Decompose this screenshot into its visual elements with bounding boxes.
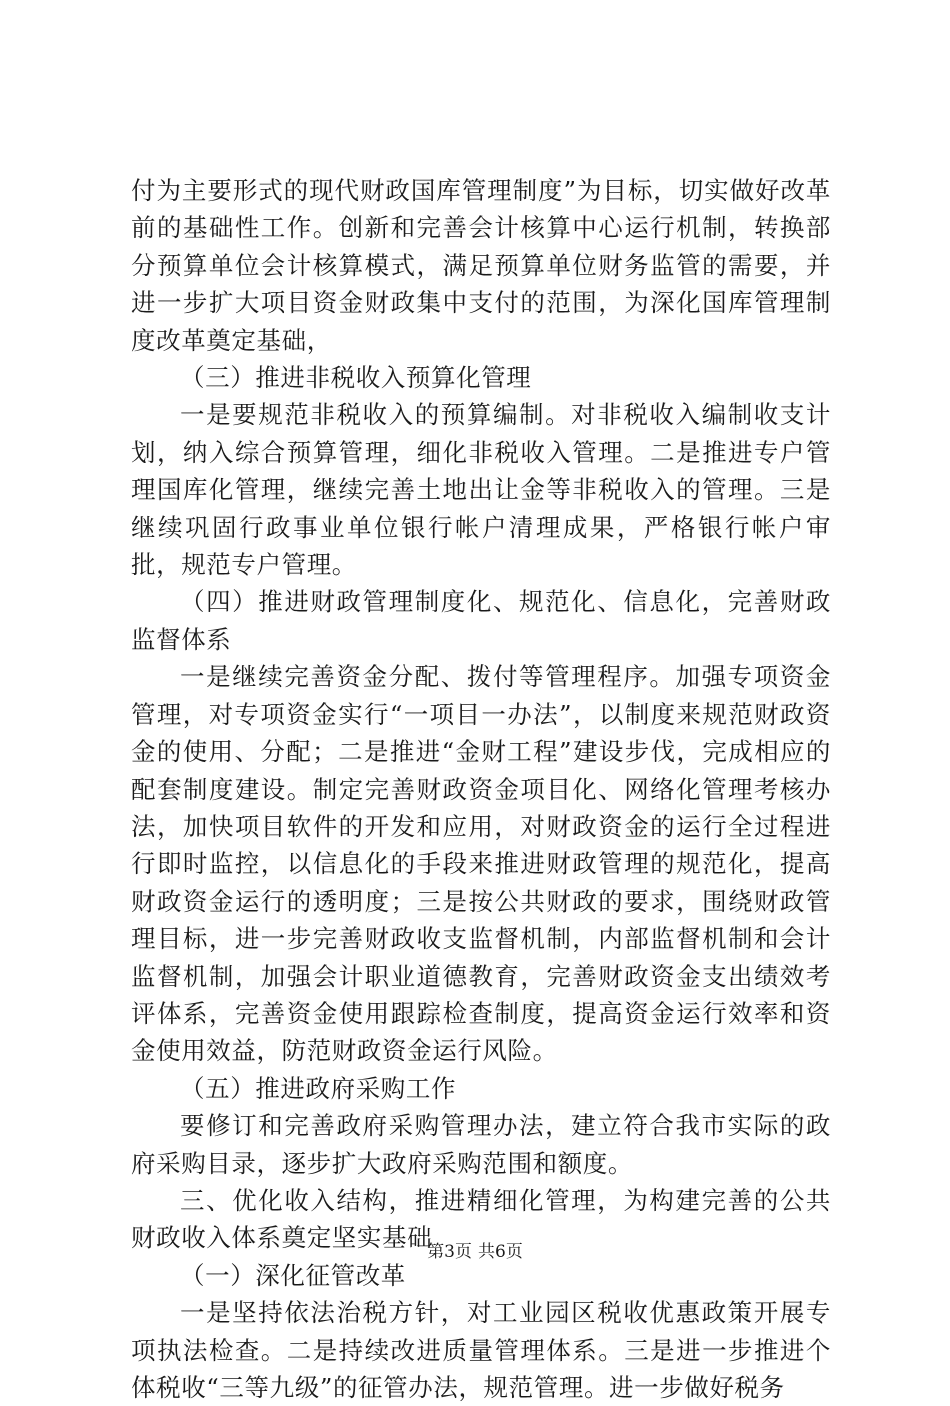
paragraph-tax-collection: 一是坚持依法治税方针，对工业园区税收优惠政策开展专项执法检查。二是持续改进质量管理体系。三是进一步推进个体税收“三等九级”的征管办法，规范管理。进一步做好税务 [131, 1298, 831, 1402]
page-footer [0, 1242, 950, 1262]
page-number: 第3页 [427, 1242, 472, 1262]
document-body [131, 172, 831, 1406]
section-heading-1: （一）深化征管改革 [180, 1260, 406, 1290]
section-heading-5: （五）推进政府采购工作 [180, 1073, 457, 1103]
section-heading-3: （三）推进非税收入预算化管理 [180, 363, 532, 393]
paragraph-fiscal-supervision: 一是继续完善资金分配、拨付等管理程序。加强专项资金管理，对专项资金实行“一项目一办法”，以制度来规范财政资金的使用、分配；二是推进“金财工程”建设步伐，完成相应的配套制度建设。制定完善财政资金项目化、网络化管理考核办法，加快项目软件的开发和应用，对财政资金的运行全过程进行即时监控，以信息化的手段来推进财政管理的规范化，提高财政资金运行的透明度；三是按公共财政的要求，围绕财政管理目标，进一步完善财政收支监督机制，内部监督机制和会计监督机制，加强会计职业道德教育，完善财政资金支出绩效考评体系，完善资金使用跟踪检查制度，提高资金运行效率和资金使用效益，防范财政资金运行风险。 [131, 662, 831, 1066]
paragraph-nontax-revenue: 一是要规范非税收入的预算编制。对非税收入编制收支计划，纳入综合预算管理，细化非税收入管理。二是推进专户管理国库化管理，继续完善土地出让金等非税收入的管理。三是继续巩固行政事业单位银行帐户清理成果，严格银行帐户审批，规范专户管理。 [131, 400, 831, 580]
page-total: 共6页 [478, 1242, 523, 1262]
section-heading-4: （四）推进财政管理制度化、规范化、信息化，完善财政监督体系 [131, 587, 831, 654]
paragraph-continuation: 付为主要形式的现代财政国库管理制度”为目标，切实做好改革前的基础性工作。创新和完善会计核算中心运行机制，转换部分预算单位会计核算模式，满足预算单位财务监管的需要，并进一步扩大项目资金财政集中支付的范围，为深化国库管理制度改革奠定基础， [131, 176, 831, 355]
paragraph-government-procurement: 要修订和完善政府采购管理办法，建立符合我市实际的政府采购目录，逐步扩大政府采购范围和额度。 [131, 1111, 831, 1178]
chapter-heading-3: 三、优化收入结构，推进精细化管理，为构建完善的公共财政收入体系奠定坚实基础 [131, 1185, 831, 1253]
